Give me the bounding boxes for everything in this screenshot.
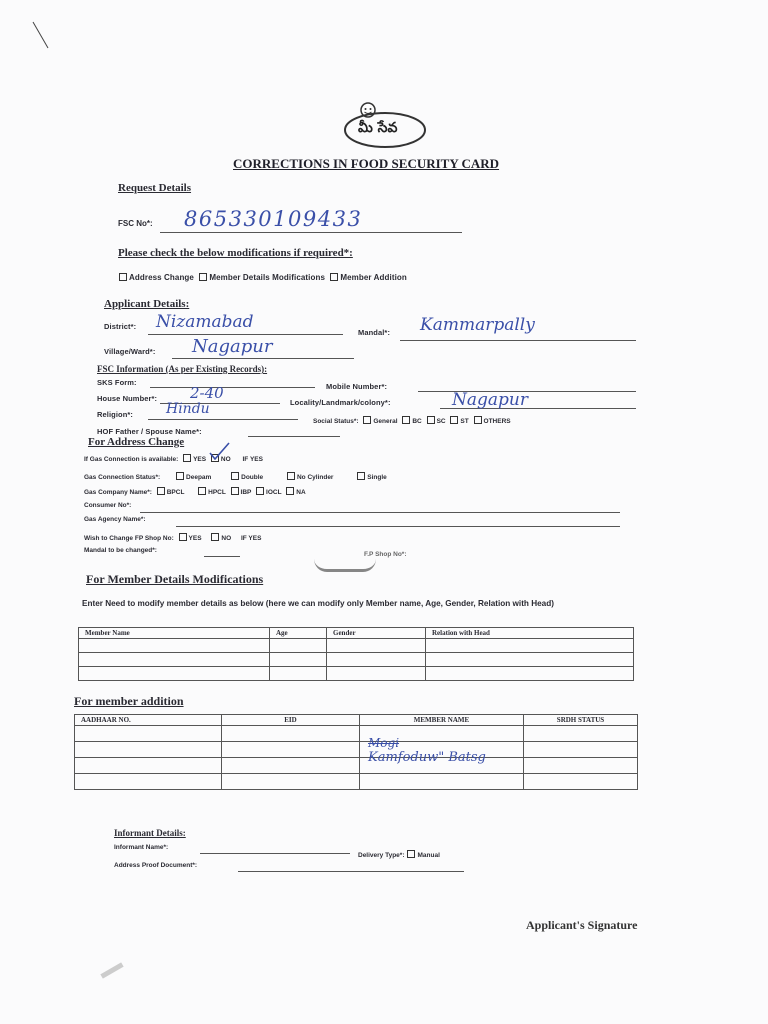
delivery-manual-checkbox[interactable]: [407, 850, 415, 858]
col-member-name: Member Name: [79, 628, 270, 639]
gas-if-yes-label: IF YES: [242, 456, 263, 463]
agency-label: Gas Agency Name*:: [84, 516, 146, 523]
informant-heading: Informant Details:: [114, 828, 186, 838]
mobile-label: Mobile Number*:: [326, 382, 388, 391]
fsc-value[interactable]: 865330109433: [184, 207, 363, 231]
gas-single-label: Single: [367, 474, 387, 481]
consumer-label: Consumer No*:: [84, 502, 132, 509]
religion-label: Religion*:: [97, 410, 133, 419]
house-value[interactable]: 2-40: [190, 384, 224, 402]
social-general-checkbox[interactable]: [363, 416, 371, 424]
gas-deepam-label: Deepam: [186, 474, 212, 481]
social-others-checkbox[interactable]: [474, 416, 482, 424]
social-general-label: General: [373, 418, 398, 425]
fp-yes-checkbox[interactable]: [179, 533, 187, 541]
gas-hpcl-checkbox[interactable]: [198, 487, 206, 495]
col-gender: Gender: [327, 628, 426, 639]
gas-bpcl-label: BPCL: [166, 489, 185, 496]
fp-shop-label: Wish to Change FP Shop No:: [84, 535, 174, 542]
logo: [342, 100, 428, 152]
gas-iocl-checkbox[interactable]: [256, 487, 264, 495]
table-row[interactable]: [75, 758, 638, 774]
mandal-value[interactable]: Kammarpally: [420, 315, 535, 335]
gas-double-label: Double: [241, 474, 264, 481]
gas-no-cylinder-label: No Cylinder: [296, 474, 334, 481]
page-title: CORRECTIONS IN FOOD SECURITY CARD: [233, 156, 500, 171]
district-value[interactable]: Nizamabad: [156, 312, 254, 332]
sks-label: SKS Form:: [97, 378, 137, 387]
strike-text: Mogi: [368, 736, 400, 750]
col-relation: Relation with Head: [426, 628, 634, 639]
gas-deepam-checkbox[interactable]: [176, 472, 184, 480]
gas-company-row: [84, 487, 306, 496]
fp-shop-no-label: F.P Shop No*:: [364, 551, 407, 558]
social-status: [313, 416, 511, 425]
gas-na-label: NA: [296, 489, 306, 496]
mandal-change-label: Mandal to be changed*:: [84, 547, 157, 554]
gas-bpcl-checkbox[interactable]: [157, 487, 165, 495]
logo-text: మీ సేవ: [358, 120, 398, 136]
member-mod-instruction: Enter Need to modify member details as below (here we can modify only Member name, Age, Gender, Relation with Head): [82, 599, 554, 608]
hof-label: HOF Father / Spouse Name*:: [97, 427, 202, 436]
option-member-details-label: Member Details Modifications: [209, 273, 326, 282]
religion-value[interactable]: Hindu: [166, 401, 210, 417]
gas-single-checkbox[interactable]: [357, 472, 365, 480]
social-sc-checkbox[interactable]: [427, 416, 435, 424]
scan-mark: [33, 22, 49, 48]
gas-yes-checkbox[interactable]: [183, 454, 191, 462]
mandal-label: Mandal*:: [358, 328, 391, 337]
locality-value[interactable]: Nagapur: [452, 390, 528, 410]
house-label: House Number*:: [97, 394, 158, 403]
stamp-smudge: [314, 559, 376, 572]
locality-label: Locality/Landmark/colony*:: [290, 398, 391, 407]
gas-double-checkbox[interactable]: [231, 472, 239, 480]
check-heading: Please check the below modifications if required*:: [118, 247, 353, 259]
informant-name-label: Informant Name*:: [114, 844, 169, 851]
option-member-details-checkbox[interactable]: [199, 273, 207, 281]
signature-label: Applicant's Signature: [526, 918, 638, 932]
table-row[interactable]: [79, 639, 634, 653]
gas-no-label: NO: [220, 456, 231, 463]
gas-status-row: [84, 472, 387, 481]
fp-shop-row: [84, 533, 261, 542]
member-mod-table: [78, 627, 634, 681]
social-st-label: ST: [460, 418, 469, 425]
member-mod-heading: For Member Details Modifications: [86, 572, 264, 586]
member-add-heading: For member addition: [74, 694, 184, 708]
table-row[interactable]: [75, 774, 638, 790]
applicant-heading: Applicant Details:: [104, 298, 190, 310]
option-member-addition-label: Member Addition: [340, 273, 407, 282]
proof-label: Address Proof Document*:: [114, 862, 198, 869]
social-bc-label: BC: [412, 418, 422, 425]
village-label: Village/Ward*:: [104, 347, 156, 356]
checkmark-icon: [208, 442, 230, 460]
social-bc-checkbox[interactable]: [402, 416, 410, 424]
table-row[interactable]: [79, 667, 634, 681]
social-sc-label: SC: [436, 418, 446, 425]
delivery-row: [358, 850, 440, 859]
gas-ibp-label: IBP: [240, 489, 252, 496]
fsc-label: FSC No*:: [118, 219, 153, 228]
col-aadhaar: AADHAAR NO.: [75, 715, 222, 726]
col-eid: EID: [222, 715, 360, 726]
modification-options: [116, 273, 407, 282]
fp-no-label: NO: [221, 535, 232, 542]
village-value[interactable]: Nagapur: [192, 336, 273, 357]
fp-no-checkbox[interactable]: [211, 533, 219, 541]
social-others-label: OTHERS: [483, 418, 511, 425]
col-member-name-add: MEMBER NAME: [360, 715, 524, 726]
member-add-table: [74, 714, 638, 790]
gas-yes-label: YES: [193, 456, 207, 463]
col-age: Age: [270, 628, 327, 639]
option-address-change-checkbox[interactable]: [119, 273, 127, 281]
district-label: District*:: [104, 322, 137, 331]
scan-smudge: [100, 962, 123, 978]
social-st-checkbox[interactable]: [450, 416, 458, 424]
delivery-label: Delivery Type*:: [358, 852, 405, 859]
gas-iocl-label: IOCL: [266, 489, 282, 496]
gas-available-label: If Gas Connection is available:: [84, 456, 179, 463]
delivery-manual-label: Manual: [417, 852, 440, 859]
gas-available-row: [84, 454, 263, 463]
address-change-heading: For Address Change: [88, 436, 185, 448]
table-row[interactable]: [75, 742, 638, 758]
request-heading: Request Details: [118, 182, 192, 194]
gas-status-label: Gas Connection Status*:: [84, 474, 161, 481]
gas-ibp-checkbox[interactable]: [231, 487, 239, 495]
col-srdh-status: SRDH STATUS: [524, 715, 638, 726]
gas-company-label: Gas Company Name*:: [84, 489, 152, 496]
gas-no-cylinder-checkbox[interactable]: [287, 472, 295, 480]
fp-if-yes-label: IF YES: [240, 535, 262, 542]
table-row[interactable]: [75, 726, 638, 742]
option-member-addition-checkbox[interactable]: [330, 273, 338, 281]
fsc-info-heading: FSC Information (As per Existing Records):: [97, 364, 268, 374]
fp-yes-label: YES: [188, 535, 202, 542]
option-address-change-label: Address Change: [129, 273, 194, 282]
table-row[interactable]: [79, 653, 634, 667]
member-name-value[interactable]: Kamfoduw" Batsg: [368, 750, 486, 765]
gas-hpcl-label: HPCL: [208, 489, 226, 496]
gas-no-checkbox[interactable]: [211, 454, 219, 462]
social-label: Social Status*:: [313, 418, 359, 425]
gas-na-checkbox[interactable]: [286, 487, 294, 495]
